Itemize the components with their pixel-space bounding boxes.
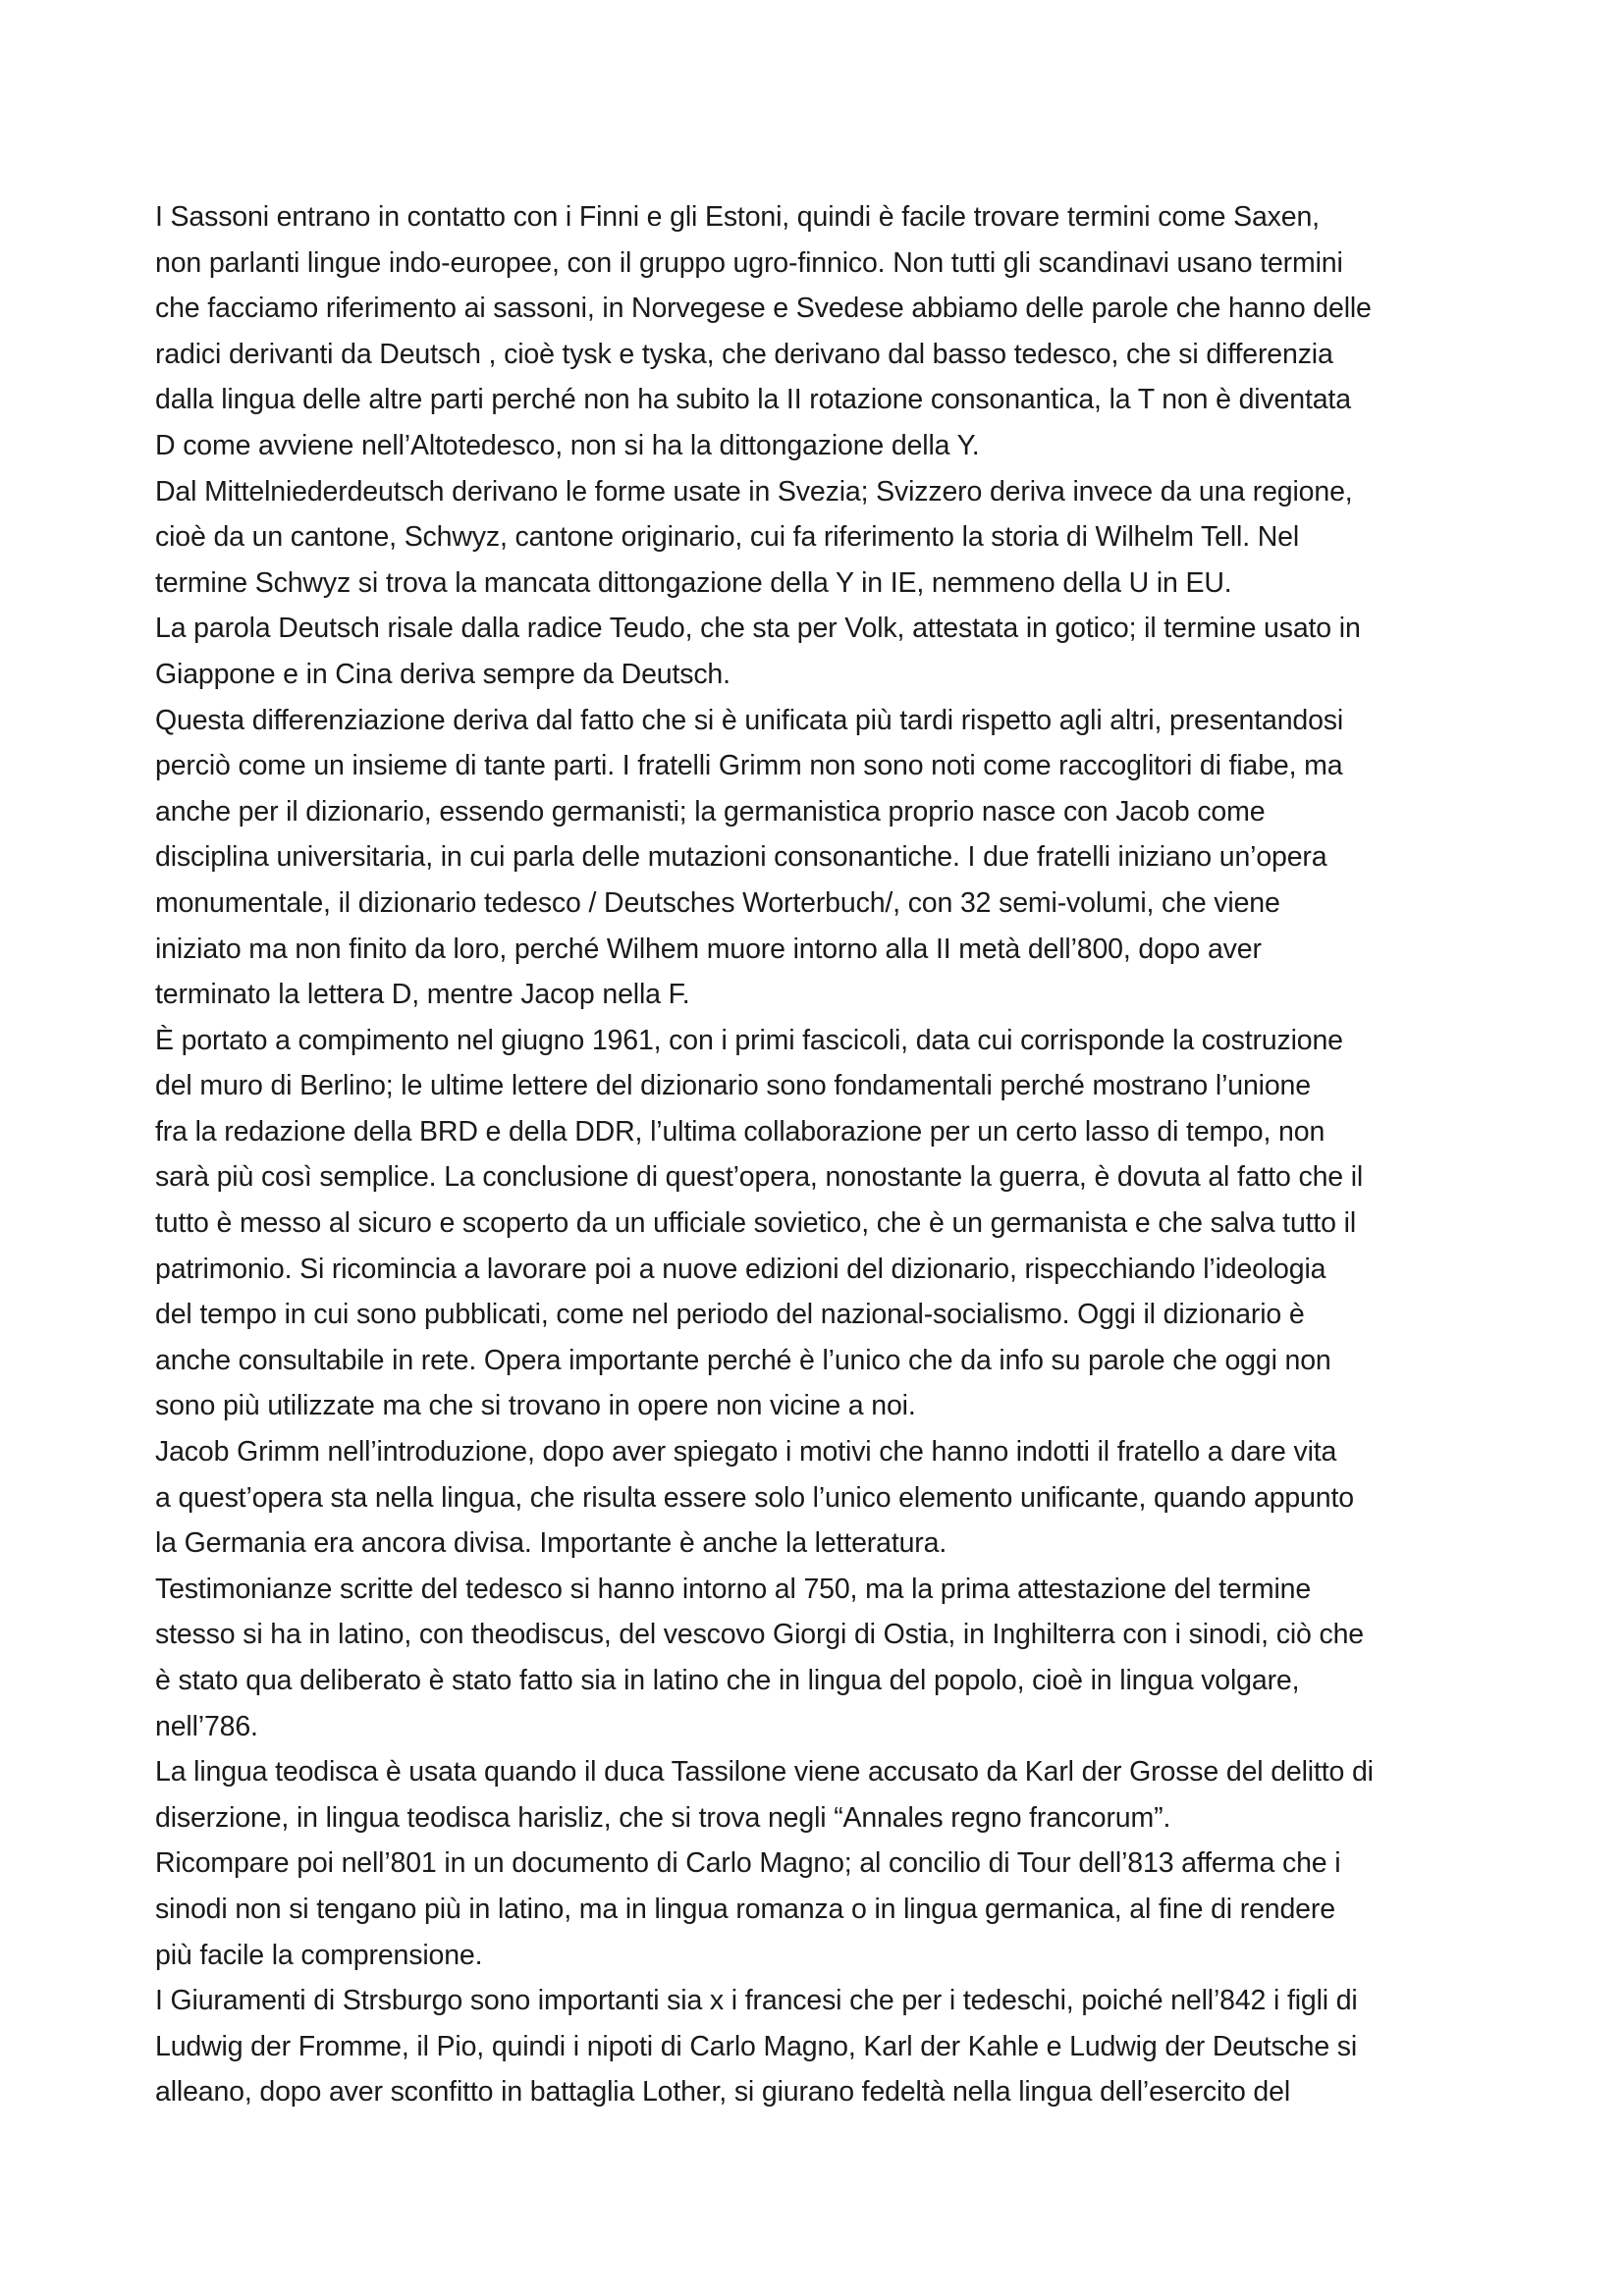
text-line: monumentale, il dizionario tedesco / Deutsches Worterbuch/, con 32 semi-volumi, che viene [155, 886, 1280, 919]
text-line: che facciamo riferimento ai sassoni, in Norvegese e Svedese abbiamo delle parole che hanno delle [155, 293, 1372, 325]
text-line: anche per il dizionario, essendo germanisti; la germanistica proprio nasce con Jacob come [155, 795, 1266, 828]
text-line: alleano, dopo aver sconfitto in battaglia Lother, si giurano fedeltà nella lingua dell’esercito del [155, 2076, 1291, 2109]
text-line: D come avviene nell’Altotedesco, non si ha la dittongazione della Y. [155, 429, 980, 461]
text-line: anche consultabile in rete. Opera importante perché è l’unico che da info su parole che oggi non [155, 1344, 1331, 1376]
text-line: Ricompare poi nell’801 in un documento di Carlo Magno; al concilio di Tour dell’813 afferma che i [155, 1847, 1341, 1880]
text-line: È portato a compimento nel giugno 1961, con i primi fascicoli, data cui corrisponde la costruzione [155, 1024, 1343, 1056]
text-line: Dal Mittelniederdeutsch derivano le forme usate in Svezia; Svizzero deriva invece da una regione, [155, 475, 1353, 507]
text-line: sinodi non si tengano più in latino, ma in lingua romanza o in lingua germanica, al fine di rendere [155, 1893, 1335, 1925]
text-line: più facile la comprensione. [155, 1939, 483, 1971]
text-line: tutto è messo al sicuro e scoperto da un ufficiale sovietico, che è un germanista e che salva tutto il [155, 1207, 1357, 1240]
text-line: termine Schwyz si trova la mancata dittongazione della Y in IE, nemmeno della U in EU. [155, 566, 1232, 599]
text-line: fra la redazione della BRD e della DDR, l’ultima collaborazione per un certo lasso di tempo, non [155, 1115, 1325, 1148]
text-line: disciplina universitaria, in cui parla delle mutazioni consonantiche. I due fratelli iniziano un’opera [155, 841, 1327, 874]
text-line: sono più utilizzate ma che si trovano in opere non vicine a noi. [155, 1390, 916, 1422]
text-line: nell’786. [155, 1710, 258, 1742]
text-line: la Germania era ancora divisa. Importante è anche la letteratura. [155, 1527, 947, 1560]
document-body [155, 194, 1471, 2115]
text-line: patrimonio. Si ricomincia a lavorare poi a nuove edizioni del dizionario, rispecchiando l’ideologia [155, 1253, 1326, 1285]
text-line: stesso si ha in latino, con theodiscus, del vescovo Giorgi di Ostia, in Inghilterra con i sinodi, ciò che [155, 1619, 1364, 1651]
text-line: iniziato ma non finito da loro, perché Wilhem muore intorno alla II metà dell’800, dopo aver [155, 933, 1262, 965]
text-line: a quest’opera sta nella lingua, che risulta essere solo l’unico elemento unificante, quando appunto [155, 1481, 1354, 1514]
text-line: Giappone e in Cina deriva sempre da Deutsch. [155, 658, 730, 690]
text-line: terminato la lettera D, mentre Jacop nella F. [155, 979, 690, 1011]
text-line: Testimonianze scritte del tedesco si hanno intorno al 750, ma la prima attestazione del termine [155, 1573, 1312, 1605]
text-line: dalla lingua delle altre parti perché non ha subito la II rotazione consonantica, la T non è diventata [155, 384, 1351, 416]
text-line: I Sassoni entrano in contatto con i Finni e gli Estoni, quindi è facile trovare termini come Saxen, [155, 201, 1320, 233]
text-line: Ludwig der Fromme, il Pio, quindi i nipoti di Carlo Magno, Karl der Kahle e Ludwig der Deutsche si [155, 2030, 1358, 2062]
text-line: Jacob Grimm nell’introduzione, dopo aver spiegato i motivi che hanno indotti il fratello a dare vita [155, 1436, 1337, 1468]
text-line: radici derivanti da Deutsch , cioè tysk e tyska, che derivano dal basso tedesco, che si differenzia [155, 338, 1333, 370]
text-line: I Giuramenti di Strsburgo sono importanti sia x i francesi che per i tedeschi, poiché nell’842 i figli di [155, 1985, 1358, 2017]
text-line: è stato qua deliberato è stato fatto sia in latino che in lingua del popolo, cioè in lingua volgare, [155, 1665, 1300, 1696]
text-line: del tempo in cui sono pubblicati, come nel periodo del nazional-socialismo. Oggi il dizionario è [155, 1299, 1305, 1331]
text-line: Questa differenziazione deriva dal fatto che si è unificata più tardi rispetto agli altri, presentandosi [155, 704, 1344, 736]
text-line: non parlanti lingue indo-europee, con il gruppo ugro-finnico. Non tutti gli scandinavi usano termini [155, 246, 1343, 279]
text-line: diserzione, in lingua teodisca harisliz, che si trova negli “Annales regno francorum”. [155, 1801, 1171, 1834]
text-line: La lingua teodisca è usata quando il duca Tassilone viene accusato da Karl der Grosse del delitto di [155, 1756, 1374, 1789]
text-line: perciò come un insieme di tante parti. I fratelli Grimm non sono noti come raccoglitori di fiabe, ma [155, 750, 1343, 782]
text-line: del muro di Berlino; le ultime lettere del dizionario sono fondamentali perché mostrano l’unione [155, 1070, 1311, 1102]
text-line: sarà più così semplice. La conclusione di quest’opera, nonostante la guerra, è dovuta al fatto che il [155, 1161, 1364, 1194]
text-line: La parola Deutsch risale dalla radice Teudo, che sta per Volk, attestata in gotico; il termine usato in [155, 613, 1361, 645]
text-line: cioè da un cantone, Schwyz, cantone originario, cui fa riferimento la storia di Wilhelm Tell. Nel [155, 521, 1300, 554]
